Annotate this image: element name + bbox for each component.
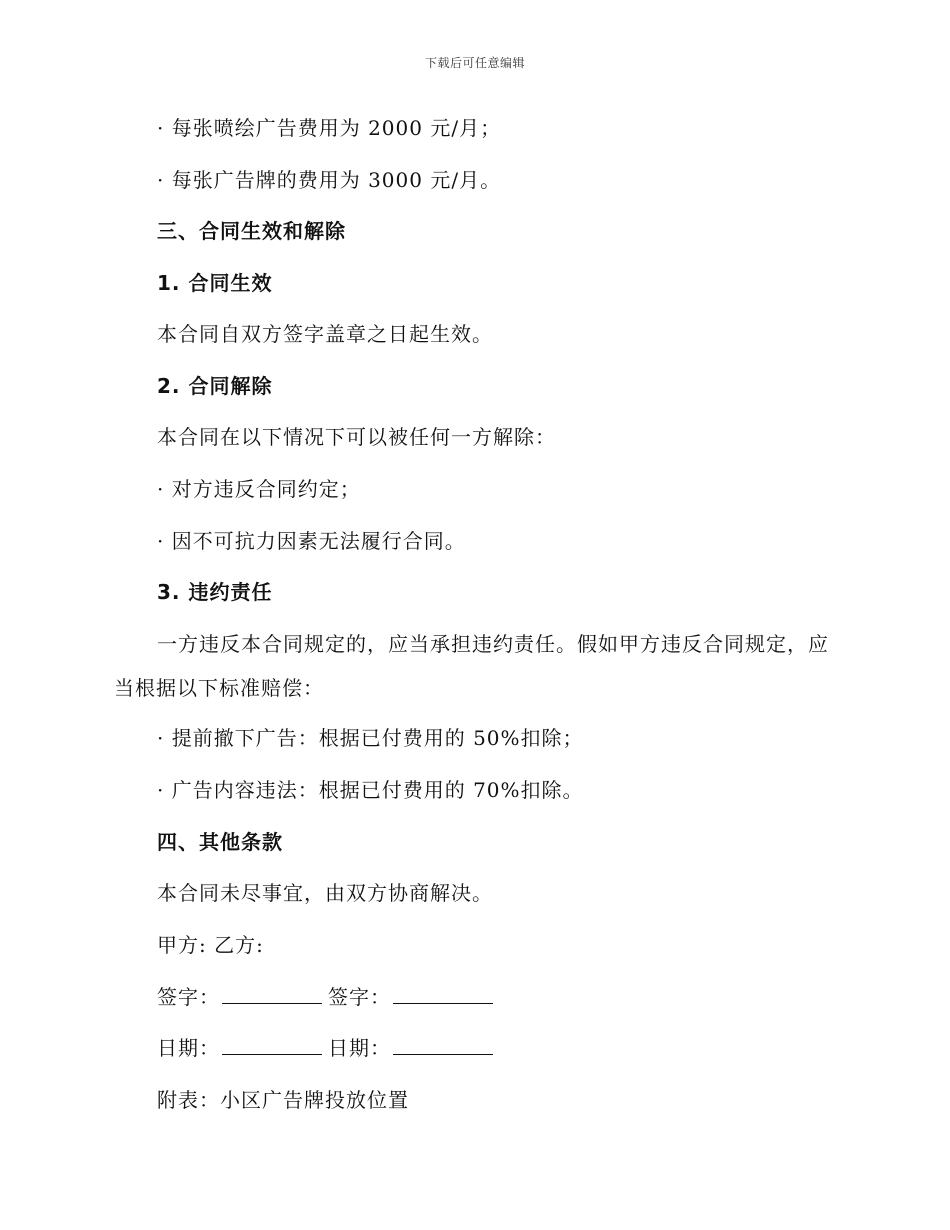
bullet-illegal-content: · 广告内容违法：根据已付费用的 70%扣除。 — [157, 778, 584, 802]
party-b-date-label: 日期： — [328, 1036, 391, 1060]
bullet-early-removal: · 提前撤下广告：根据已付费用的 50%扣除； — [157, 726, 584, 750]
section-four-text: 本合同未尽事宜，由双方协商解决。 — [157, 881, 493, 905]
party-b-sign-blank — [393, 985, 493, 1004]
subsection-3-heading: 3. 违约责任 — [157, 580, 273, 604]
subsection-1-text: 本合同自双方签字盖章之日起生效。 — [157, 322, 493, 346]
party-a-date-label: 日期： — [157, 1036, 220, 1060]
date-line — [157, 1034, 499, 1062]
subsection-2-heading: 2. 合同解除 — [157, 374, 273, 398]
party-a-sign-blank — [222, 985, 322, 1004]
bullet-breach: · 对方违反合同约定； — [157, 477, 361, 501]
section-four-heading: 四、其他条款 — [157, 830, 283, 854]
party-b-date-blank — [393, 1036, 493, 1055]
subsection-2-text: 本合同在以下情况下可以被任何一方解除： — [157, 425, 556, 449]
bullet-billboard-fee: · 每张广告牌的费用为 3000 元/月。 — [157, 168, 502, 192]
page-header-note: 下载后可任意编辑 — [424, 56, 525, 70]
party-a-date-blank — [222, 1036, 322, 1055]
appendix-line: 附表：小区广告牌投放位置 — [157, 1088, 409, 1112]
section-three-heading: 三、合同生效和解除 — [157, 219, 346, 243]
bullet-force-majeure: · 因不可抗力因素无法履行合同。 — [157, 529, 466, 553]
party-a-sign-label: 签字： — [157, 985, 220, 1009]
subsection-1-heading: 1. 合同生效 — [157, 271, 273, 295]
subsection-3-text: 一方违反本合同规定的，应当承担违约责任。假如甲方违反合同规定，应当根据以下标准赔偿： — [114, 632, 829, 700]
signature-line — [157, 983, 499, 1011]
bullet-spray-ad-fee: · 每张喷绘广告费用为 2000 元/月； — [157, 116, 502, 140]
parties-line: 甲方: 乙方: — [157, 933, 264, 957]
party-b-sign-label: 签字： — [328, 985, 391, 1009]
